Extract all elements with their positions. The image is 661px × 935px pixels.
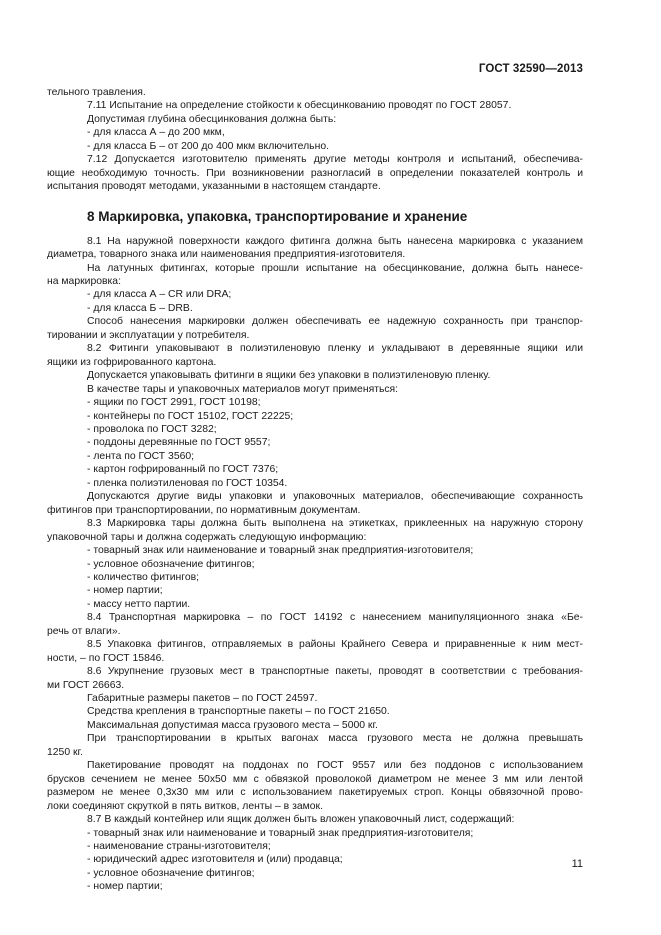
text-line: - условное обозначение фитингов; xyxy=(87,558,255,570)
text-line: ящики из гофрированного картона. xyxy=(47,356,217,368)
text-line: - проволока по ГОСТ 3282; xyxy=(87,423,217,435)
text-line: - условное обозначение фитингов; xyxy=(87,867,255,879)
text-line: - контейнеры по ГОСТ 15102, ГОСТ 22225; xyxy=(87,410,294,422)
text-line: Габаритные размеры пакетов – по ГОСТ 24597. xyxy=(87,693,318,705)
text-line: 8.7 В каждый контейнер или ящик должен быть вложен упаковочный лист, содержащий: xyxy=(87,814,515,826)
text-line: 7.12 Допускается изготовителю применять другие методы контроля и испытаний, обеспечива- xyxy=(87,154,583,166)
text-line: испытания проводят методами, указанными в настоящем стандарте. xyxy=(47,181,381,193)
page-number: 11 xyxy=(571,858,583,870)
text-line: ющие необходимую точность. При возникновении разногласий в определении показателей контроль и xyxy=(47,167,583,179)
text-line: - ящики по ГОСТ 2991, ГОСТ 10198; xyxy=(87,397,261,409)
paragraphs-section-8 xyxy=(47,235,583,894)
text-line: Способ нанесения маркировки должен обеспечивать ее надежную сохранность при транспор- xyxy=(87,316,583,328)
section-heading: 8 Маркировка, упаковка, транспортирование и хранение xyxy=(87,208,468,224)
text-line: ми ГОСТ 26663. xyxy=(47,679,125,691)
text-line: Допустимая глубина обесцинкования должна быть: xyxy=(87,113,337,125)
text-line: упаковочной тары и должна содержать следующую информацию: xyxy=(47,531,367,543)
text-line: 7.11 Испытание на определение стойкости к обесцинкованию проводят по ГОСТ 28057. xyxy=(87,100,512,112)
text-line: Допускаются другие виды упаковки и упаковочных материалов, обеспечивающие сохранность xyxy=(87,491,583,503)
text-line: - для класса А – до 200 мкм, xyxy=(87,127,225,139)
text-line: 8.3 Маркировка тары должна быть выполнена на этикетках, приклеенных на наружную сторону xyxy=(87,518,583,530)
text-line: - лента по ГОСТ 3560; xyxy=(87,450,195,462)
text-line: - товарный знак или наименование и товарный знак предприятия-изготовителя; xyxy=(87,545,474,557)
text-line: 8.4 Транспортная маркировка – по ГОСТ 14192 с нанесением манипуляционного знака «Бе- xyxy=(87,612,583,624)
text-line: - юридический адрес изготовителя и (или) продавца; xyxy=(87,854,343,866)
text-line: - товарный знак или наименование и товарный знак предприятия-изготовителя; xyxy=(87,827,474,839)
text-line: Пакетирование проводят на поддонах по ГОСТ 9557 или без поддонов с использованием xyxy=(87,760,583,772)
text-line: При транспортировании в крытых вагонах масса грузового места не должна превышать xyxy=(87,733,583,745)
text-line: - наименование страны-изготовителя; xyxy=(87,841,271,853)
text-line: Средства крепления в транспортные пакеты – по ГОСТ 21650. xyxy=(87,706,390,718)
text-line: 1250 кг. xyxy=(47,746,83,758)
text-line: Максимальная допустимая масса грузового места – 5000 кг. xyxy=(87,719,378,731)
text-line: На латунных фитингах, которые прошли испытание на обесцинкование, должна быть нанесе- xyxy=(87,262,583,274)
text-line: - номер партии; xyxy=(87,585,163,597)
text-line: тировании и эксплуатации у потребителя. xyxy=(47,329,250,341)
text-line: - номер партии; xyxy=(87,881,163,893)
text-line: - для класса Б – от 200 до 400 мкм включительно. xyxy=(87,140,329,152)
text-line: диаметра, товарного знака или наименования предприятия-изготовителя. xyxy=(47,249,406,261)
text-line: - для класса А – CR или DRA; xyxy=(87,289,232,301)
text-line: локи соединяют скруткой в пять витков, ленты – в замок. xyxy=(47,800,323,812)
text-line: ности, – по ГОСТ 15846. xyxy=(47,652,165,664)
text-line: В качестве тары и упаковочных материалов могут применяться: xyxy=(87,383,399,395)
text-line: 8.2 Фитинги упаковывают в полиэтиленовую пленку и укладывают в деревянные ящики или xyxy=(87,343,583,355)
text-line: - картон гофрированный по ГОСТ 7376; xyxy=(87,464,279,476)
text-line: размером не менее 0,3x30 мм или с использованием пакетируемых строп. Концы обвязочной прово- xyxy=(47,787,583,799)
text-line: 8.1 На наружной поверхности каждого фитинга должна быть нанесена маркировка с указанием xyxy=(87,235,583,247)
page-body xyxy=(47,86,583,894)
text-line: - поддоны деревянные по ГОСТ 9557; xyxy=(87,437,271,449)
text-line: речь от влаги». xyxy=(47,625,121,637)
text-line: - для класса Б – DRB. xyxy=(87,302,193,314)
text-line: на маркировка: xyxy=(47,275,121,287)
text-line: 8.6 Укрупнение грузовых мест в транспортные пакеты, проводят в соответствии с требования- xyxy=(87,666,583,678)
text-line: - пленка полиэтиленовая по ГОСТ 10354. xyxy=(87,477,288,489)
text-line: брусков сечением не менее 50x50 мм с обвязкой проволокой диаметром не менее 3 мм или лентой xyxy=(47,773,583,785)
document-number: ГОСТ 32590—2013 xyxy=(478,63,583,75)
text-line: 8.5 Упаковка фитингов, отправляемых в районы Крайнего Севера и приравненные к ним мест- xyxy=(87,639,583,651)
text-line: - количество фитингов; xyxy=(87,571,200,583)
text-line: фитингов при транспортировании, по нормативным документам. xyxy=(47,504,361,516)
paragraphs-section-7 xyxy=(47,86,583,194)
text-line: тельного травления. xyxy=(47,87,146,98)
text-line: Допускается упаковывать фитинги в ящики без упаковки в полиэтиленовую пленку. xyxy=(87,370,491,382)
text-line: - массу нетто партии. xyxy=(87,598,191,610)
